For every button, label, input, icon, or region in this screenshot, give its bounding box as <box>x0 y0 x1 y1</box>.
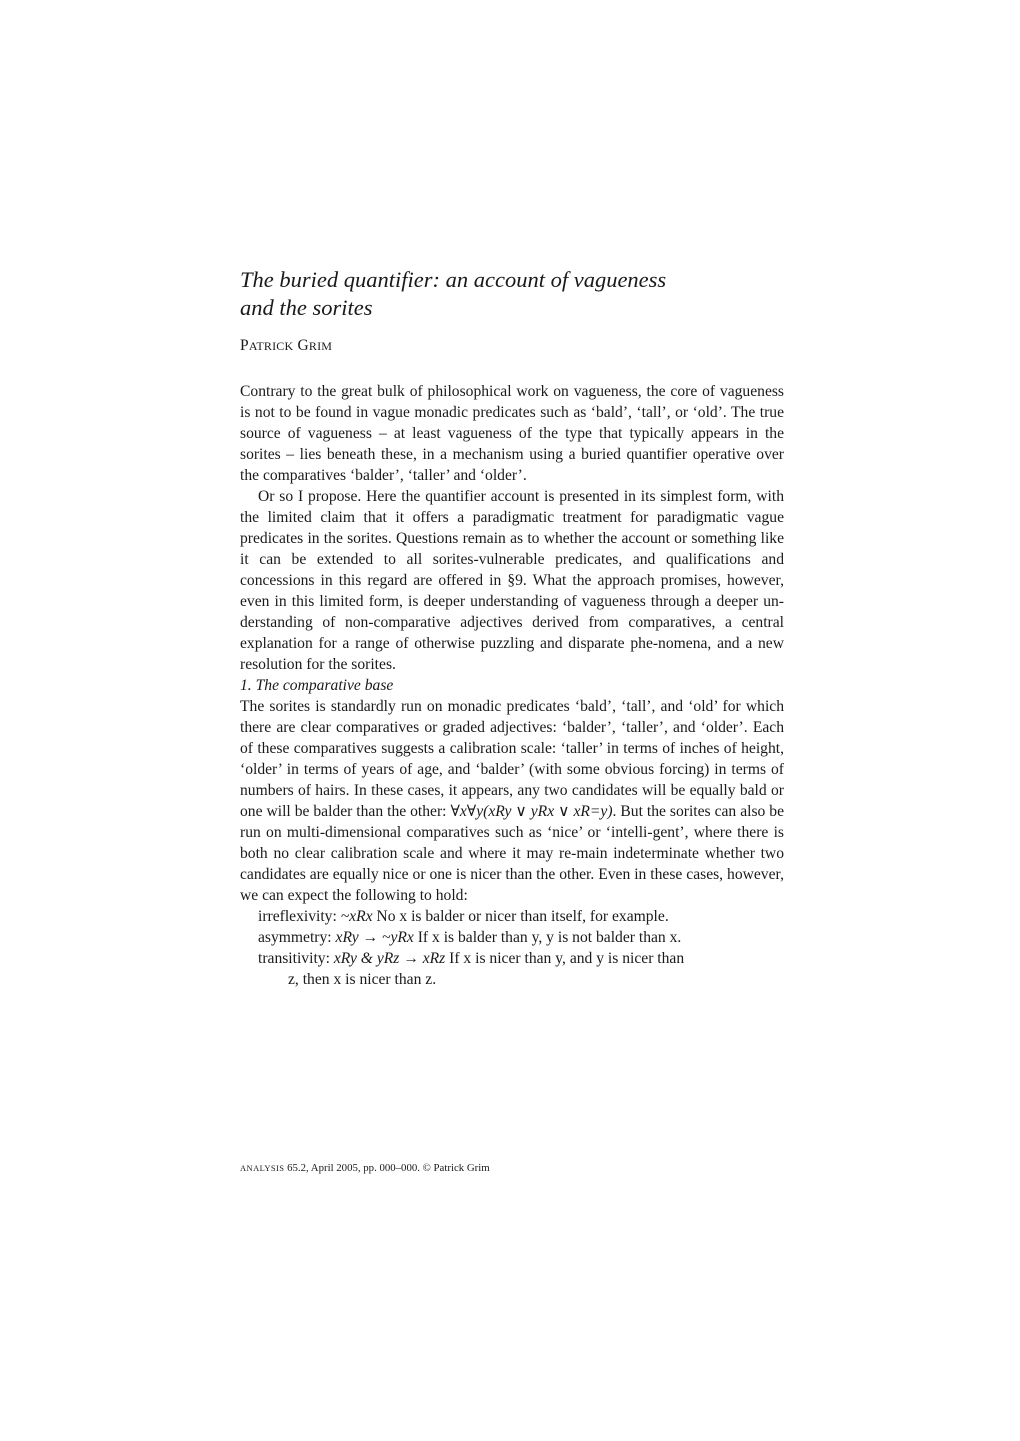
property-asymmetry <box>240 927 784 948</box>
property-formula: xRy → ~yRx <box>335 929 414 946</box>
author-last-initial: G <box>297 337 309 354</box>
section-1-heading: 1. The comparative base <box>240 677 394 694</box>
property-formula: xRy & yRz → xRz <box>333 950 446 967</box>
property-text: If x is balder than y, y is not balder than x. <box>413 929 682 946</box>
property-formula: ~xRx <box>340 908 373 925</box>
author-first-initial: P <box>240 337 249 354</box>
property-transitivity <box>240 948 784 969</box>
paragraph-1: Contrary to the great bulk of philosophical work on vagueness, the core of vagueness is not to be found in vague monadic predicates such as ‘bald’, ‘tall’, or ‘old’. The true source of vagueness – at least vagueness of the type that typically appears in the sorites – lies beneath these, in a mechanism using a buried quantifier operative over the comparatives ‘balder’, ‘taller’ and ‘older’. <box>240 383 784 484</box>
paragraph-3-formula: ∀x∀y(xRy ∨ yRx ∨ xR=y) <box>450 803 613 820</box>
property-irreflexivity <box>240 906 784 927</box>
title-line-2: and the sorites <box>240 295 373 320</box>
footer-citation: 65.2, April 2005, pp. 000–000. © Patrick Grim <box>284 1162 490 1174</box>
property-text: If x is nicer than y, and y is nicer than <box>445 950 685 967</box>
paragraph-3-part-a: The sorites is standardly run on monadic predicates ‘bald’, ‘tall’, and ‘old’ for which there are clear comparatives or graded adjectives: ‘balder’, ‘taller’, and ‘older’. Each of these comparatives suggests a calibration scale: ‘taller’ in terms of inches of height, ‘older’ in terms of years of age, and ‘balder’ (with some obvious forcing) in terms of numbers of hairs. In these cases, it appears, any two candidates will be equally bald or one will be balder than the other: <box>240 698 784 820</box>
article-body <box>240 381 784 990</box>
paragraph-2: Or so I propose. Here the quantifier account is presented in its simplest form, with the limited claim that it offers a paradigmatic treatment for paradigmatic vague predicates in the sorites. Questions remain as to whether the account or something like it can be extended to all sorites-vulnerable predicates, and qualifications and concessions in this regard are offered in §9. What the approach promises, however, even in this limited form, is deeper understanding of vagueness through a deeper un-derstanding of non-comparative adjectives derived from comparatives, a central explanation for a range of otherwise puzzling and disparate phe-nomena, and a new resolution for the sorites. <box>240 488 784 673</box>
property-label: transitivity: <box>258 950 334 967</box>
paragraph-3-part-b: . But the sorites can also be run on multi-dimensional comparatives such as ‘nice’ or ‘intelli-gent’, where there is both no clear calibration scale and where it may re-main indeterminate whether two candidates are equally nice or one is nicer than the other. Even in these cases, however, we can expect the following to hold: <box>240 803 784 904</box>
property-text: No x is balder or nicer than itself, for example. <box>372 908 669 925</box>
property-label: asymmetry: <box>258 929 336 946</box>
author-last-rest: RIM <box>308 339 333 353</box>
page-footer <box>240 1162 490 1174</box>
paper-title <box>240 266 800 322</box>
title-line-1: The buried quantifier: an account of vagueness <box>240 267 667 292</box>
paragraph-3 <box>240 696 784 906</box>
property-label: irreflexivity: <box>258 908 341 925</box>
author-first-rest: ATRICK <box>248 339 294 353</box>
property-transitivity-continuation: z, then x is nicer than z. <box>288 971 437 988</box>
footer-journal: ANALYSIS <box>240 1163 285 1173</box>
author-name <box>240 337 332 355</box>
